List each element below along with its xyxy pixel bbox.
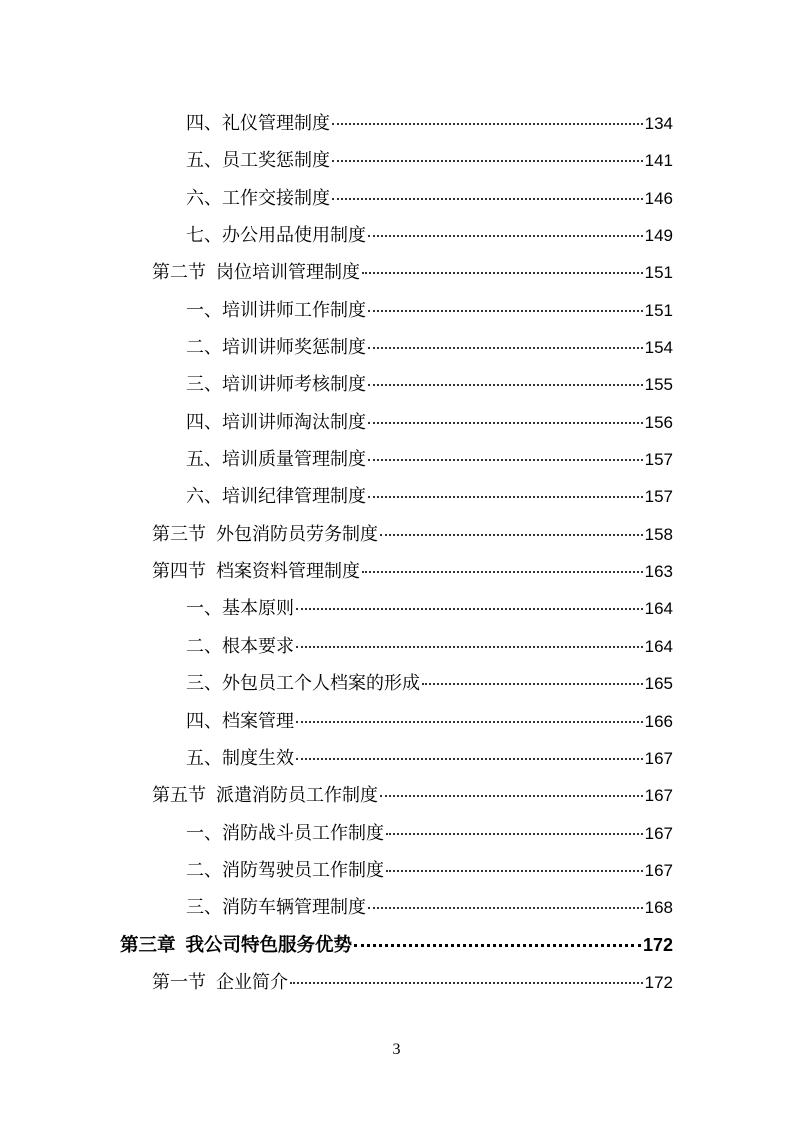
dot-leader bbox=[368, 496, 643, 498]
toc-entry-title: 档案管理 bbox=[222, 710, 294, 732]
toc-entry-page: 167 bbox=[644, 748, 673, 768]
toc-entry-page: 165 bbox=[644, 674, 673, 694]
toc-entry-number: 四、 bbox=[186, 113, 222, 134]
toc-entry-number: 四、 bbox=[186, 710, 222, 732]
toc-entry-number: 第三节 bbox=[152, 523, 206, 545]
dot-leader bbox=[332, 198, 643, 200]
toc-entry-page: 164 bbox=[644, 636, 673, 656]
toc-entry-number: 三、 bbox=[186, 897, 222, 919]
toc-entry-title: 我公司特色服务优势 bbox=[185, 934, 353, 956]
toc-entry-page: 168 bbox=[644, 898, 673, 918]
toc-entry-page: 167 bbox=[644, 786, 673, 806]
toc-entry-title: 培训质量管理制度 bbox=[222, 449, 366, 471]
toc-entry-page: 167 bbox=[644, 823, 673, 843]
dot-leader bbox=[422, 683, 643, 685]
dot-leader bbox=[332, 160, 643, 162]
toc-entry[interactable] bbox=[0, 586, 793, 623]
toc-entry-number: 五、 bbox=[186, 150, 222, 172]
toc-entry[interactable] bbox=[0, 549, 793, 586]
toc-entry-title: 岗位培训管理制度 bbox=[216, 262, 360, 284]
toc-entry-number: 四、 bbox=[186, 411, 222, 433]
toc-entry-title: 基本原则 bbox=[222, 598, 294, 620]
toc-entry[interactable] bbox=[0, 699, 793, 736]
toc-entry[interactable] bbox=[0, 362, 793, 399]
toc-entry-page: 154 bbox=[644, 338, 673, 358]
toc-entry-page: 157 bbox=[644, 450, 673, 470]
toc-entry[interactable] bbox=[0, 773, 793, 810]
toc-entry[interactable] bbox=[0, 474, 793, 511]
toc-entry-page: 163 bbox=[644, 562, 673, 582]
toc-entry-page: 151 bbox=[644, 263, 673, 283]
table-of-contents bbox=[0, 101, 793, 997]
toc-entry-page: 141 bbox=[644, 151, 673, 171]
toc-entry-number: 第四节 bbox=[152, 561, 206, 583]
dot-leader bbox=[386, 833, 643, 835]
toc-entry[interactable] bbox=[0, 325, 793, 362]
toc-entry[interactable] bbox=[0, 288, 793, 325]
toc-entry-title: 外包消防员劳务制度 bbox=[216, 523, 378, 545]
toc-entry-title: 消防驾驶员工作制度 bbox=[222, 859, 384, 881]
toc-entry-number: 七、 bbox=[186, 225, 222, 247]
toc-entry[interactable] bbox=[0, 437, 793, 474]
toc-entry-page: 157 bbox=[644, 487, 673, 507]
toc-entry-page: 134 bbox=[644, 114, 673, 133]
toc-entry-title: 培训讲师考核制度 bbox=[222, 374, 366, 396]
toc-entry-title: 办公用品使用制度 bbox=[222, 225, 366, 247]
toc-entry-number: 三、 bbox=[186, 374, 222, 396]
toc-entry-title: 消防战斗员工作制度 bbox=[222, 822, 384, 844]
toc-entry[interactable] bbox=[0, 848, 793, 885]
toc-entry-number: 六、 bbox=[186, 486, 222, 508]
toc-entry-number: 一、 bbox=[186, 598, 222, 620]
toc-entry-page: 156 bbox=[644, 412, 673, 432]
dot-leader bbox=[380, 534, 643, 536]
dot-leader bbox=[368, 459, 643, 461]
toc-entry[interactable] bbox=[0, 885, 793, 922]
toc-entry[interactable] bbox=[0, 138, 793, 175]
toc-entry-page: 164 bbox=[644, 599, 673, 619]
toc-entry-title: 制度生效 bbox=[222, 747, 294, 769]
toc-entry-title: 礼仪管理制度 bbox=[222, 113, 330, 134]
toc-entry-number: 二、 bbox=[186, 859, 222, 881]
dot-leader bbox=[296, 721, 643, 723]
dot-leader bbox=[296, 608, 643, 610]
toc-entry-title: 培训讲师淘汰制度 bbox=[222, 411, 366, 433]
toc-entry[interactable] bbox=[0, 250, 793, 287]
toc-entry[interactable] bbox=[0, 101, 793, 138]
dot-leader bbox=[354, 944, 641, 947]
dot-leader bbox=[368, 384, 643, 386]
toc-entry[interactable] bbox=[0, 923, 793, 960]
toc-entry[interactable] bbox=[0, 661, 793, 698]
toc-entry-title: 培训讲师奖惩制度 bbox=[222, 337, 366, 359]
toc-entry-page: 172 bbox=[642, 934, 673, 955]
dot-leader bbox=[362, 571, 643, 573]
toc-entry-page: 151 bbox=[644, 300, 673, 320]
dot-leader bbox=[368, 907, 643, 909]
dot-leader bbox=[290, 982, 643, 984]
toc-entry-number: 一、 bbox=[186, 299, 222, 321]
dot-leader bbox=[380, 795, 643, 797]
toc-entry[interactable] bbox=[0, 213, 793, 250]
toc-entry-number: 二、 bbox=[186, 337, 222, 359]
toc-entry-title: 外包员工个人档案的形成 bbox=[222, 673, 420, 695]
toc-entry[interactable] bbox=[0, 960, 793, 997]
dot-leader bbox=[332, 123, 643, 125]
toc-entry-page: 149 bbox=[644, 226, 673, 246]
dot-leader bbox=[362, 272, 643, 274]
toc-entry-title: 档案资料管理制度 bbox=[216, 561, 360, 583]
toc-entry-title: 派遣消防员工作制度 bbox=[216, 785, 378, 807]
dot-leader bbox=[386, 870, 643, 872]
dot-leader bbox=[368, 235, 643, 237]
dot-leader bbox=[368, 310, 643, 312]
dot-leader bbox=[296, 646, 643, 648]
toc-entry-title: 企业简介 bbox=[216, 971, 288, 993]
toc-entry-title: 工作交接制度 bbox=[222, 187, 330, 209]
toc-entry-title: 员工奖惩制度 bbox=[222, 150, 330, 172]
page-number: 3 bbox=[392, 1041, 401, 1058]
toc-entry[interactable] bbox=[0, 624, 793, 661]
toc-entry-number: 第三章 bbox=[120, 934, 176, 956]
toc-entry[interactable] bbox=[0, 811, 793, 848]
toc-entry-title: 消防车辆管理制度 bbox=[222, 897, 366, 919]
toc-entry-page: 167 bbox=[644, 860, 673, 880]
toc-entry-number: 五、 bbox=[186, 747, 222, 769]
toc-entry[interactable] bbox=[0, 736, 793, 773]
toc-entry-page: 158 bbox=[644, 524, 673, 544]
dot-leader bbox=[368, 347, 643, 349]
toc-entry[interactable] bbox=[0, 176, 793, 213]
toc-entry-number: 二、 bbox=[186, 635, 222, 657]
toc-entry-number: 一、 bbox=[186, 822, 222, 844]
toc-entry-page: 172 bbox=[644, 972, 673, 992]
toc-entry-number: 第二节 bbox=[152, 262, 206, 284]
toc-entry-page: 166 bbox=[644, 711, 673, 731]
dot-leader bbox=[296, 758, 643, 760]
dot-leader bbox=[368, 422, 643, 424]
toc-entry-number: 第一节 bbox=[152, 971, 206, 993]
toc-entry-number: 三、 bbox=[186, 673, 222, 695]
toc-entry-title: 根本要求 bbox=[222, 635, 294, 657]
toc-entry-title: 培训纪律管理制度 bbox=[222, 486, 366, 508]
toc-entry-title: 培训讲师工作制度 bbox=[222, 299, 366, 321]
toc-entry-number: 五、 bbox=[186, 449, 222, 471]
toc-entry[interactable] bbox=[0, 512, 793, 549]
toc-entry[interactable] bbox=[0, 400, 793, 437]
toc-entry-page: 146 bbox=[644, 188, 673, 208]
toc-entry-page: 155 bbox=[644, 375, 673, 395]
toc-entry-number: 六、 bbox=[186, 187, 222, 209]
toc-entry-number: 第五节 bbox=[152, 785, 206, 807]
